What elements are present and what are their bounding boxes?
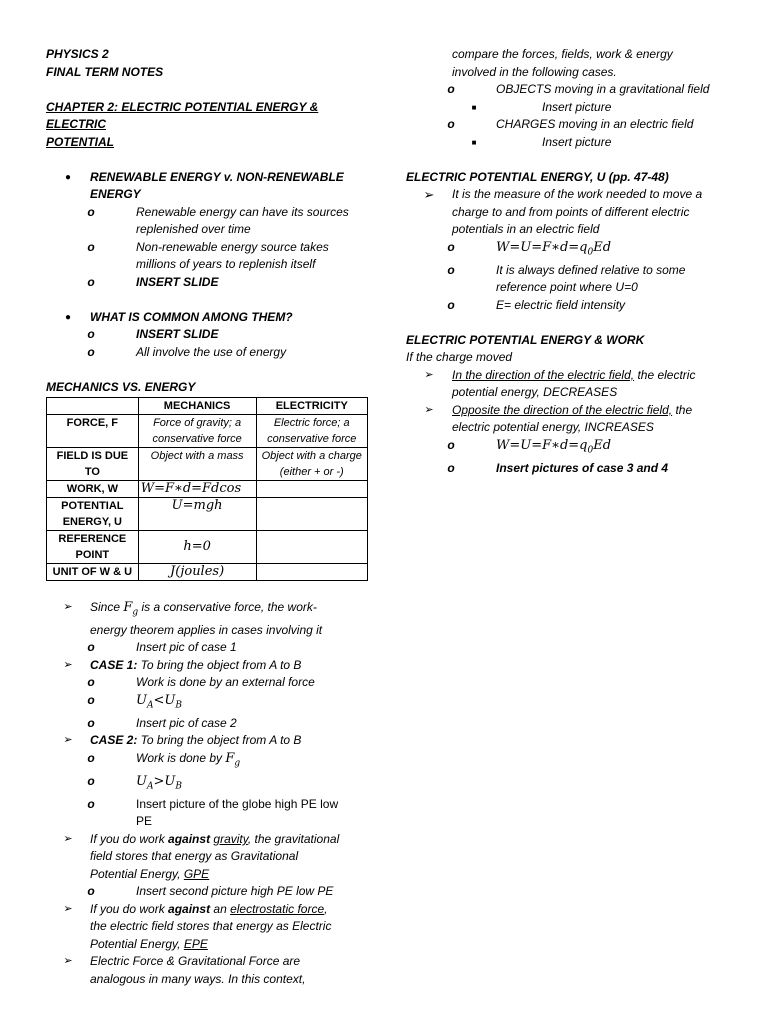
list-item: ➢ CASE 1: To bring the object from A to B — [46, 657, 366, 675]
arrow-bullet-icon: ➢ — [424, 403, 434, 416]
table-row: UNIT OF W & U J(joules) — [47, 564, 368, 581]
bullet-dot-icon: ● — [64, 171, 72, 183]
chapter-title-line2: POTENTIAL — [46, 134, 114, 149]
list-item: ➢ Opposite the direction of the electric field, the — [406, 402, 726, 420]
arrow-bullet-icon: ➢ — [63, 955, 73, 968]
work-heading: ELECTRIC POTENTIAL ENERGY & WORK — [406, 332, 645, 347]
table-row: WORK, W W=F∗d=Fdcos — [47, 481, 368, 498]
list-item: o Non-renewable energy source takes — [46, 239, 366, 257]
chapter-title-line1: CHAPTER 2: ELECTRIC POTENTIAL ENERGY & ELECTRIC — [46, 99, 319, 131]
list-item: o Work is done by an external force — [46, 674, 366, 692]
col-header-mechanics: MECHANICS — [138, 398, 256, 415]
arrow-bullet-icon: ➢ — [424, 368, 434, 381]
list-item: o $U_A<U_B$ — [46, 692, 366, 715]
left-column: PHYSICS 2 FINAL TERM NOTES CHAPTER 2: ELECTRIC POTENTIAL ENERGY & ELECTRIC POTENTIAL ● RENEWABLE ENERGY v. NON-RENEWABLE ENERGY o Renewable energy can have its sources replenished over time o Non-renewable energy source takes millions of years to replenish itself o INSERT SLIDE ● WHAT IS COMMON AMONG THEM? o INSERT SLIDE o All involve the use of energy MECHANICS VS. ENERGY MECHANICS ELECTRICITY FORCE, F Force of gravity; a conservative force Electric force; a conservative force FIELD IS DUE TO Object with a mass Object with a charge (either + or -) WORK, W W=F∗d=Fdcos POTENTIAL ENERGY, U U=mgh REFERENCE POINT h=0 UNIT OF W & U J(joules) ➢ Since $F_g$ is a conservative force, the work- energy theorem applies in cases involving it o Insert pic of case 1 ➢ CASE 1: To bring the object from A to B o Work is done by an external force o $U_A<U_B$ o Insert pic of case 2 ➢ CASE 2: To bring the object from A to B o Work is done by $F_g$ o $U_A>U_B$ o Insert picture of the globe high PE low PE ➢ If you do work against gravity, the gravitational field stores that energy as Gravitational Potential Energy, GPE o Insert second picture high PE low PE ➢ If you do work against an electrostatic force, the electric field stores that energy as Electric Potential Energy, EPE ➢ Electric Force & Gravitational Force are analogous in many ways. In this context, — [46, 46, 366, 988]
list-item: o Renewable energy can have its sources — [46, 204, 366, 222]
square-bullet-icon: ■ — [471, 102, 477, 112]
list-item: ➢ It is the measure of the work needed to move a — [406, 186, 726, 204]
list-item: o $W=U=F∗d=q_0Ed$ — [406, 437, 726, 460]
epe-heading: ELECTRIC POTENTIAL ENERGY, U (pp. 47-48) — [406, 169, 669, 184]
circle-bullet-icon: o — [87, 773, 95, 788]
arrow-bullet-icon: ➢ — [63, 832, 73, 845]
list-item: o Work is done by $F_g$ — [46, 750, 366, 773]
common-heading: ● WHAT IS COMMON AMONG THEM? — [46, 309, 366, 327]
circle-bullet-icon: o — [447, 239, 455, 254]
list-item: ➢ In the direction of the electric field, the electric — [406, 367, 726, 385]
list-item: ■ Insert picture — [406, 99, 726, 117]
table-header-row — [47, 398, 368, 415]
table-row: FIELD IS DUE TO Object with a mass Object with a charge (either + or -) — [47, 448, 368, 481]
arrow-bullet-icon: ➢ — [63, 902, 73, 915]
circle-bullet-icon: o — [447, 117, 455, 131]
list-item: o It is always defined relative to some — [406, 262, 726, 280]
list-item: o OBJECTS moving in a gravitational field — [406, 81, 726, 99]
circle-bullet-icon: o — [87, 274, 95, 289]
arrow-bullet-icon: ➢ — [63, 734, 73, 747]
list-item: o Insert second picture high PE low PE — [46, 883, 366, 901]
circle-bullet-icon: o — [87, 327, 95, 341]
list-item: ➢ Since $F_g$ is a conservative force, the work- — [46, 599, 366, 622]
col-header-electricity: ELECTRICITY — [256, 398, 368, 415]
circle-bullet-icon: o — [447, 437, 455, 452]
arrow-bullet-icon: ➢ — [423, 187, 435, 202]
list-item: o $W=U=F∗d=q_0Ed$ — [406, 239, 726, 262]
table-row: FORCE, F Force of gravity; a conservative force Electric force; a conservative force — [47, 415, 368, 448]
circle-bullet-icon: o — [87, 344, 95, 359]
table-row: REFERENCE POINT h=0 — [47, 531, 368, 564]
table-row: POTENTIAL ENERGY, U U=mgh — [47, 498, 368, 531]
list-item: ➢ If you do work against an electrostatic force, — [46, 901, 366, 919]
list-item: o E= electric field intensity — [406, 297, 726, 315]
square-bullet-icon: ■ — [471, 137, 477, 147]
renewable-heading-cont: ENERGY — [90, 187, 141, 201]
list-item: o $U_A>U_B$ — [46, 773, 366, 796]
compare-text: compare the forces, fields, work & energy — [452, 47, 673, 61]
list-item: ➢ If you do work against gravity, the gravitational — [46, 831, 366, 849]
course-title: PHYSICS 2 — [46, 47, 109, 61]
arrow-bullet-icon: ➢ — [63, 601, 73, 613]
circle-bullet-icon: o — [87, 692, 95, 707]
list-item: o Insert pic of case 1 — [46, 639, 366, 657]
notes-title: FINAL TERM NOTES — [46, 64, 164, 79]
list-item: o INSERT SLIDE — [46, 274, 366, 292]
bullet-dot-icon: ● — [64, 311, 72, 323]
renewable-heading: ● RENEWABLE ENERGY v. NON-RENEWABLE — [46, 169, 366, 187]
list-item: o Insert pictures of case 3 and 4 — [406, 460, 726, 478]
circle-bullet-icon: o — [87, 640, 95, 655]
circle-bullet-icon: o — [447, 460, 455, 475]
circle-bullet-icon: o — [87, 675, 95, 690]
if-moved-text: If the charge moved — [406, 350, 513, 365]
circle-bullet-icon: o — [87, 884, 95, 899]
list-item: ➢ Electric Force & Gravitational Force are — [46, 953, 366, 971]
circle-bullet-icon: o — [87, 715, 95, 730]
circle-bullet-icon: o — [87, 750, 95, 765]
circle-bullet-icon: o — [87, 204, 95, 219]
arrow-bullet-icon: ➢ — [63, 658, 73, 671]
right-column: compare the forces, fields, work & energy involved in the following cases. o OBJECTS moving in a gravitational field ■ Insert picture o CHARGES moving in an electric field ■ Insert picture ELECTRIC POTENTIAL ENERGY, U (pp. 47-48) ➢ It is the measure of the work needed to move a charge to and from points of different electric potentials in an electric field o $W=U=F∗d=q_0Ed$ o It is always defined relative to some reference point where U=0 o E= electric field intensity ELECTRIC POTENTIAL ENERGY & WORK If the charge moved ➢ In the direction of the electric field, the electric potential energy, DECREASES ➢ Opposite the direction of the electric field, the electric potential energy, INCREASES o $W=U=F∗d=q_0Ed$ o Insert pictures of case 3 and 4 — [406, 46, 726, 477]
table-title: MECHANICS VS. ENERGY — [46, 379, 196, 394]
circle-bullet-icon: o — [87, 239, 95, 254]
list-item: o INSERT SLIDE — [46, 326, 366, 344]
list-item: o Insert picture of the globe high PE low — [46, 796, 366, 814]
list-item: o CHARGES moving in an electric field — [406, 116, 726, 134]
list-item: o All involve the use of energy — [46, 344, 366, 362]
list-item: ➢ CASE 2: To bring the object from A to B — [46, 732, 366, 750]
circle-bullet-icon: o — [447, 262, 455, 277]
list-item: o Insert pic of case 2 — [46, 715, 366, 733]
circle-bullet-icon: o — [87, 796, 95, 811]
list-item: ■ Insert picture — [406, 134, 726, 152]
circle-bullet-icon: o — [447, 297, 455, 312]
comparison-table — [46, 397, 368, 581]
circle-bullet-icon: o — [447, 82, 455, 96]
